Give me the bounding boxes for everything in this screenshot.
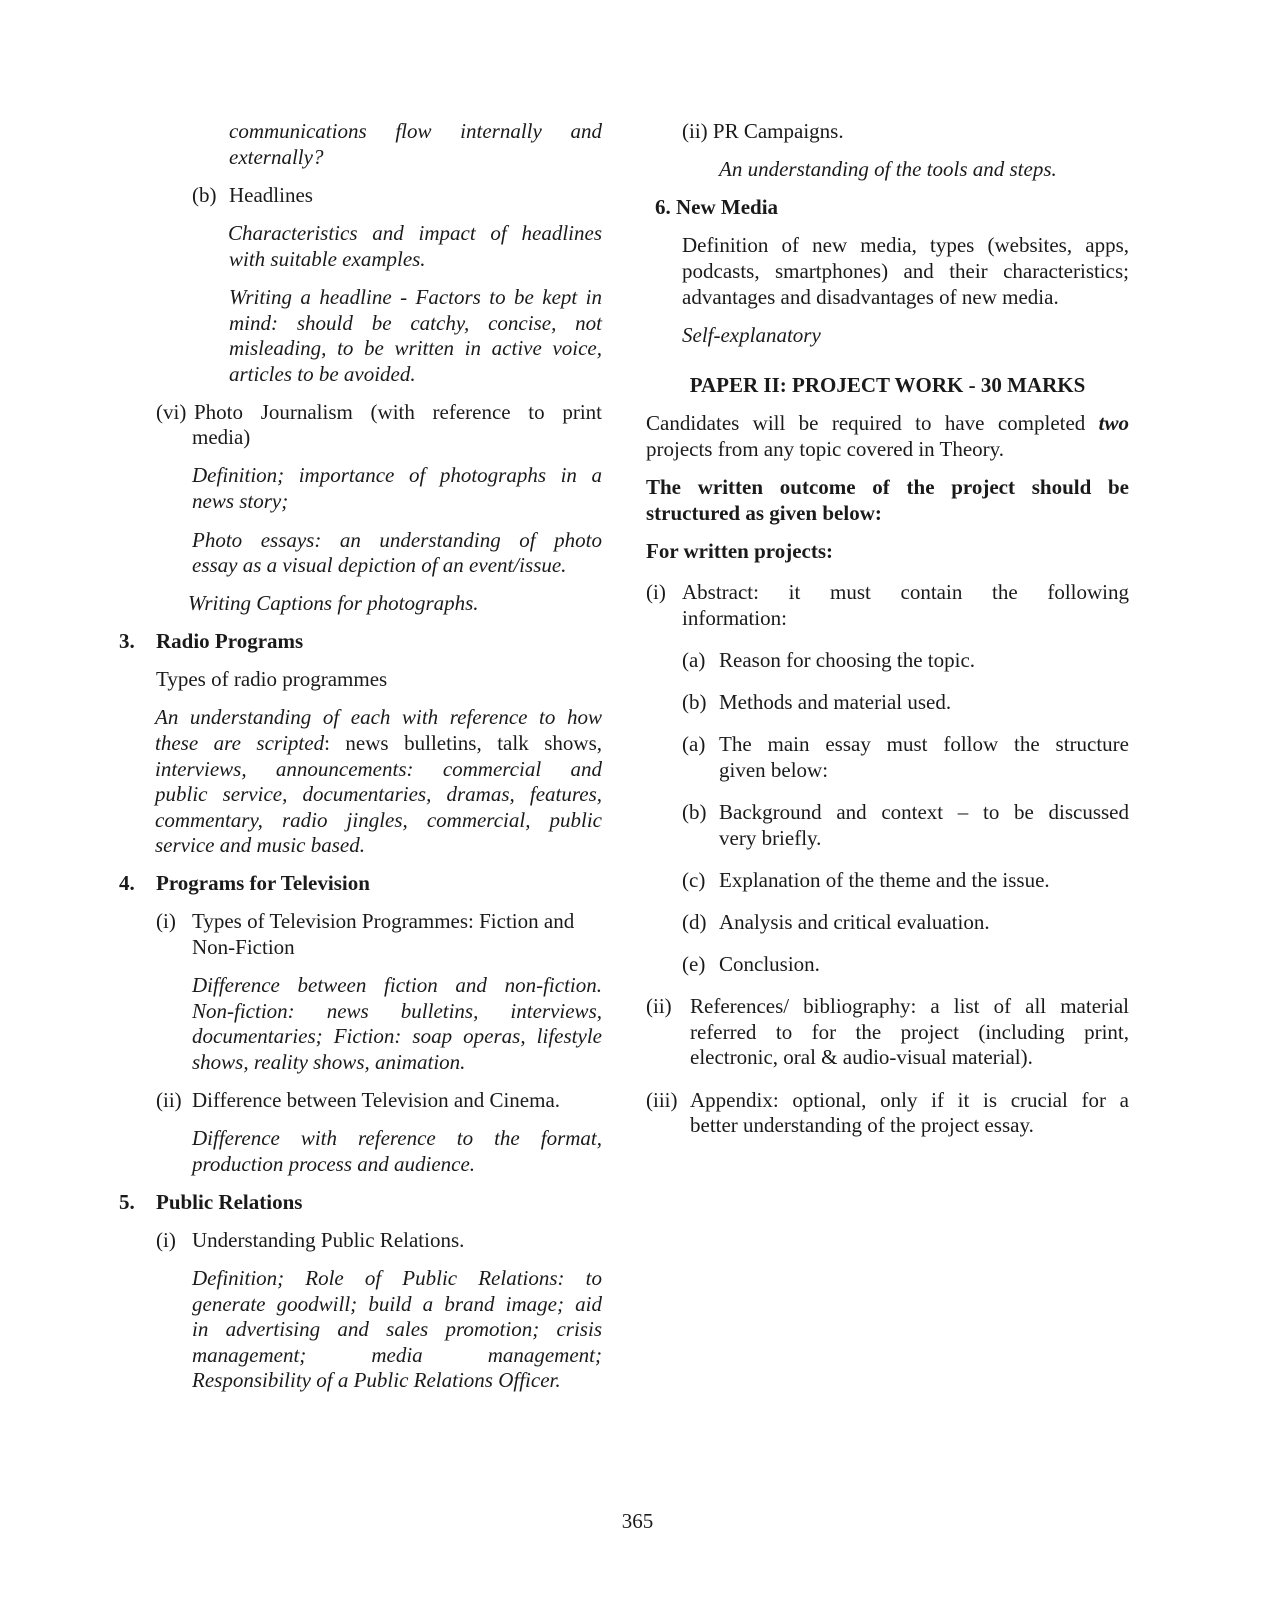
description-text: Definition; Role of Public Relations: to: [192, 1266, 602, 1290]
list-item-text: referred to for the project (including print,: [690, 1020, 1129, 1044]
description-text: advantages and disadvantages of new media.: [682, 285, 1059, 309]
subsection-title: Types of radio programmes: [156, 667, 388, 691]
section-number: 4.: [119, 871, 135, 895]
list-marker: (b): [682, 690, 707, 714]
list-item-text: better understanding of the project essay.: [690, 1113, 1034, 1137]
section-heading: 6. New Media: [655, 195, 779, 219]
description-text: essay as a visual depiction of an event/issue.: [192, 553, 567, 577]
description-text: commentary, radio jingles, commercial, public: [155, 808, 602, 832]
description-text: interviews, announcements: commercial and: [155, 757, 602, 781]
subsection-title: Photo Journalism (with reference to print: [194, 400, 602, 424]
description-text: articles to be avoided.: [229, 362, 416, 386]
list-item-text: given below:: [719, 758, 829, 782]
list-marker: (c): [682, 868, 706, 892]
list-item-text: very briefly.: [719, 826, 822, 850]
list-item-text: Abstract: it must contain the following: [682, 580, 1129, 604]
description-text: Difference between fiction and non-fiction.: [192, 973, 602, 997]
bold-instruction: structured as given below:: [646, 501, 882, 525]
list-marker: (d): [682, 910, 707, 934]
list-item-text: Analysis and critical evaluation.: [719, 910, 990, 934]
list-marker: (b): [682, 800, 707, 824]
list-marker: (b): [192, 183, 217, 207]
description-text: shows, reality shows, animation.: [192, 1050, 466, 1074]
description-text: An understanding of each with reference to how: [155, 705, 602, 729]
list-item-text: Reason for choosing the topic.: [719, 648, 976, 672]
subsection-title: Understanding Public Relations.: [192, 1228, 465, 1252]
description-text: An understanding of the tools and steps.: [719, 157, 1057, 181]
list-item-text: The main essay must follow the structure: [719, 732, 1129, 756]
description-text: Self-explanatory: [682, 323, 821, 347]
subsection-title: media): [192, 425, 251, 449]
list-item-text: electronic, oral & audio-visual material).: [690, 1045, 1033, 1069]
section-number: 5.: [119, 1190, 135, 1214]
list-item-text: Appendix: optional, only if it is crucial for a: [690, 1088, 1129, 1112]
description-text: news story;: [192, 489, 289, 513]
list-item-text: information:: [682, 606, 787, 630]
section-heading: Radio Programs: [156, 629, 304, 653]
description-text: podcasts, smartphones) and their characteristics;: [682, 259, 1129, 283]
description-text: with suitable examples.: [229, 247, 426, 271]
subsection-title: Difference between Television and Cinema.: [192, 1088, 561, 1112]
description-text: Photo essays: an understanding of photo: [192, 528, 602, 552]
list-marker: (a): [682, 732, 706, 756]
list-marker: (a): [682, 648, 706, 672]
list-item-text: References/ bibliography: a list of all material: [690, 994, 1129, 1018]
subsection-title: Non-Fiction: [192, 935, 295, 959]
description-text: Responsibility of a Public Relations Officer.: [192, 1368, 561, 1392]
list-item-text: Methods and material used.: [719, 690, 952, 714]
list-marker: (iii): [646, 1088, 678, 1112]
section-heading: Programs for Television: [156, 871, 370, 895]
description-text: Writing Captions for photographs.: [188, 591, 479, 615]
subsection-title: Headlines: [229, 183, 313, 207]
description-text: in advertising and sales promotion; crisis: [192, 1317, 602, 1341]
description-text: service and music based.: [155, 833, 365, 857]
subsection-title: (ii) PR Campaigns.: [682, 119, 844, 143]
description-text: Characteristics and impact of headlines: [228, 221, 602, 245]
section-heading: Public Relations: [156, 1190, 303, 1214]
body-text: projects from any topic covered in Theory.: [646, 437, 1005, 461]
page-number: 365: [621, 1509, 654, 1533]
paper-heading: PAPER II: PROJECT WORK - 30 MARKS: [689, 373, 1086, 397]
description-text: Definition of new media, types (websites, apps,: [682, 233, 1129, 257]
description-text: management; media management;: [192, 1343, 602, 1367]
list-item-text: Conclusion.: [719, 952, 820, 976]
description-text: these are scripted: news bulletins, talk shows,: [155, 731, 602, 755]
section-number: 3.: [119, 629, 135, 653]
description-text: Difference with reference to the format,: [192, 1126, 602, 1150]
description-text: Writing a headline - Factors to be kept in: [229, 285, 602, 309]
subheading: For written projects:: [646, 539, 833, 563]
description-text: public service, documentaries, dramas, features,: [155, 782, 602, 806]
list-marker: (i): [646, 580, 666, 604]
list-item-text: Background and context – to be discussed: [719, 800, 1129, 824]
description-text: Definition; importance of photographs in a: [192, 463, 602, 487]
description-text: production process and audience.: [192, 1152, 476, 1176]
list-marker: (i): [156, 909, 176, 933]
list-marker: (ii): [156, 1088, 182, 1112]
description-text: mind: should be catchy, concise, not: [229, 311, 602, 335]
description-text: generate goodwill; build a brand image; aid: [192, 1292, 602, 1316]
bold-instruction: The written outcome of the project should be: [646, 475, 1129, 499]
list-marker: (e): [682, 952, 706, 976]
list-item-text: Explanation of the theme and the issue.: [719, 868, 1050, 892]
subsection-title: Types of Television Programmes: Fiction and: [192, 909, 575, 933]
description-text: Non-fiction: news bulletins, interviews,: [192, 999, 602, 1023]
list-marker: (vi): [156, 400, 187, 424]
continued-text: externally?: [229, 145, 324, 169]
list-marker: (ii): [646, 994, 672, 1018]
body-text: Candidates will be required to have completed two: [646, 411, 1129, 435]
list-marker: (i): [156, 1228, 176, 1252]
continued-text: communications flow internally and: [229, 119, 602, 143]
description-text: documentaries; Fiction: soap operas, lifestyle: [192, 1024, 602, 1048]
description-text: misleading, to be written in active voice,: [229, 336, 602, 360]
